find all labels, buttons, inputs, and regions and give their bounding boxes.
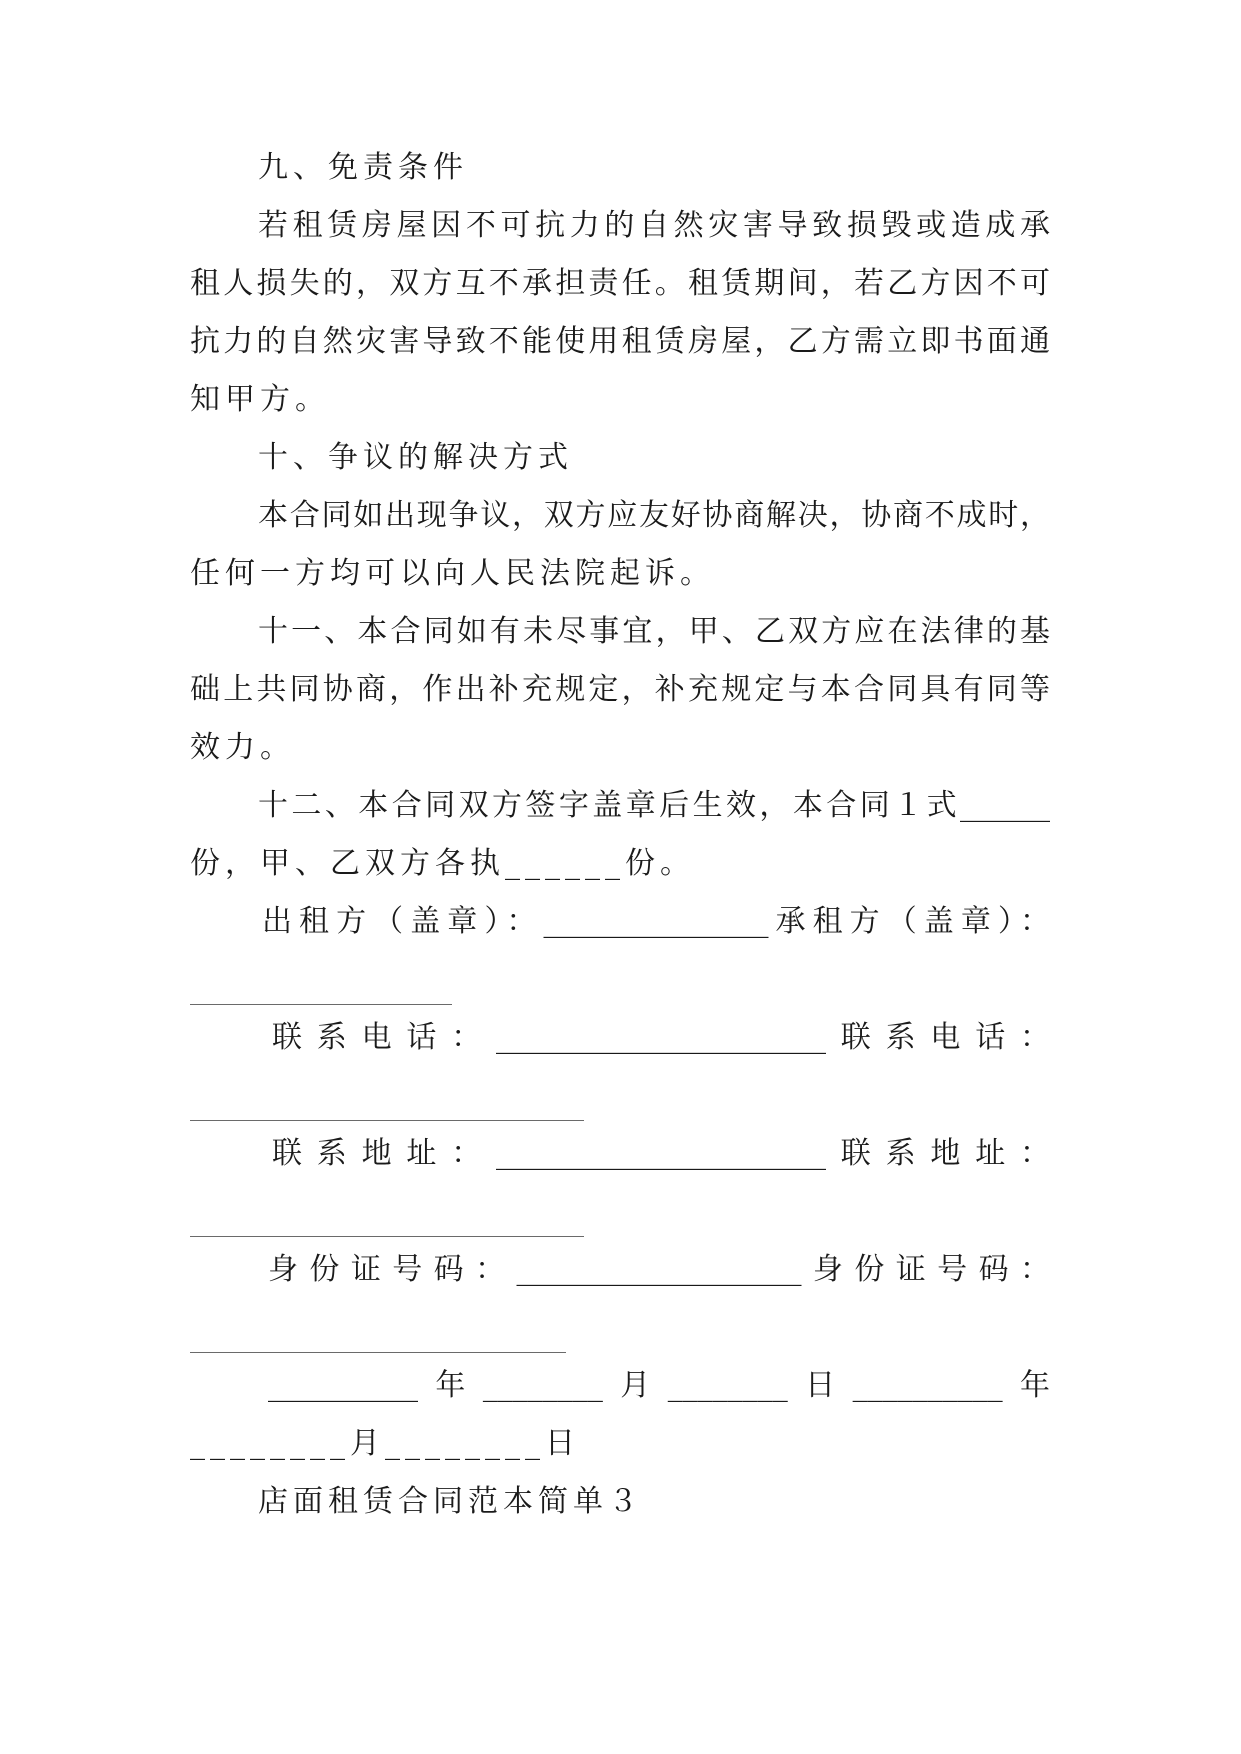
section-heading-10: 十、争议的解决方式 <box>258 440 573 475</box>
paragraph-line: 知甲方。 <box>190 382 330 417</box>
date-line: __________年________月________日__________年 <box>268 1368 1050 1403</box>
paragraph-line: 效力。 <box>190 730 295 765</box>
paragraph-line: 础上共同协商，作出补充规定，补充规定与本合同具有同等 <box>190 672 1050 707</box>
id-number-line: 身份证号码：___________________身份证号码： <box>268 1252 1050 1287</box>
paragraph-line: 份，甲、乙双方各执______份。 <box>190 846 695 881</box>
contact-address-line: 联系地址：______________________联系地址： <box>272 1136 1050 1171</box>
paragraph-line: 租人损失的，双方互不承担责任。租赁期间，若乙方因不可 <box>190 266 1050 301</box>
fill-in-blank <box>190 1004 452 1005</box>
section-heading-9: 九、免责条件 <box>258 150 468 185</box>
paragraph-line: 抗力的自然灾害导致不能使用租赁房屋，乙方需立即书面通 <box>190 324 1050 359</box>
fill-in-blank <box>190 1236 584 1237</box>
paragraph-line: 任何一方均可以向人民法院起诉。 <box>190 556 715 591</box>
section-heading-12: 十二、本合同双方签字盖章后生效，本合同１式______ <box>258 788 1050 823</box>
date-line-continued: ________月________日 <box>190 1426 580 1461</box>
lessor-seal-line: 出租方（盖章）：_______________承租方（盖章）： <box>262 904 1050 939</box>
fill-in-blank <box>190 1120 584 1121</box>
fill-in-blank <box>190 1352 566 1353</box>
next-contract-title: 店面租赁合同范本简单３ <box>258 1484 643 1519</box>
paragraph-line: 若租赁房屋因不可抗力的自然灾害导致损毁或造成承 <box>258 208 1050 243</box>
contact-phone-line: 联系电话：______________________联系电话： <box>272 1020 1050 1055</box>
paragraph-line: 本合同如出现争议，双方应友好协商解决，协商不成时， <box>258 498 1050 533</box>
section-heading-11: 十一、本合同如有未尽事宜，甲、乙双方应在法律的基 <box>258 614 1050 649</box>
